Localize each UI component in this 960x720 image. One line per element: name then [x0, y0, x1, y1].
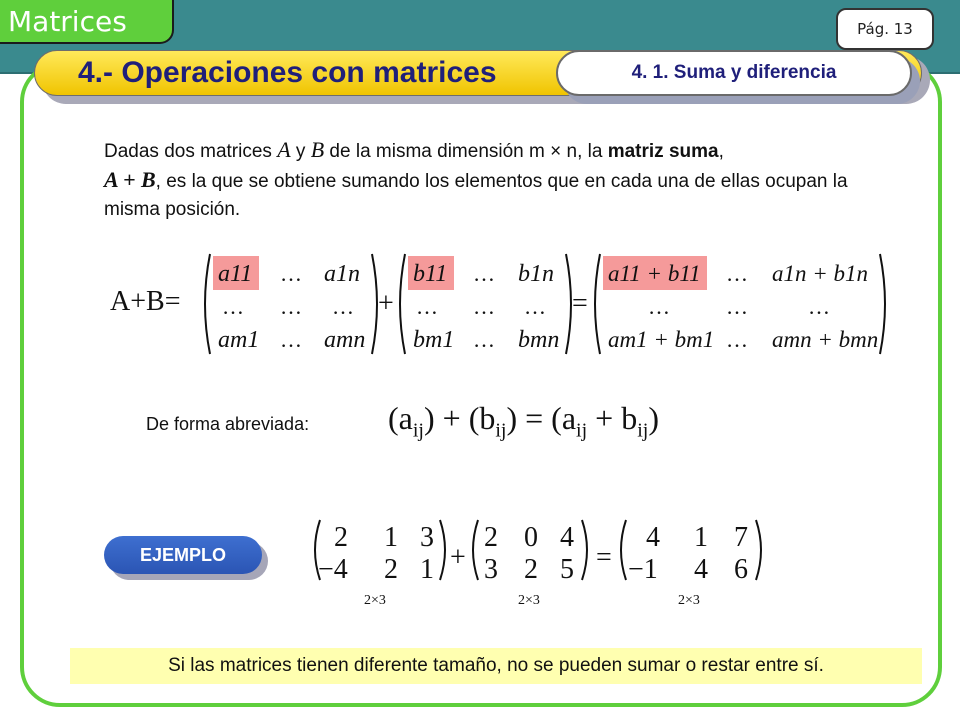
cell-bmn: bmn — [518, 327, 560, 353]
cell: 3 — [420, 522, 434, 553]
cell: 4 — [560, 522, 574, 553]
formula-part: (a — [388, 400, 413, 436]
cell: … — [280, 261, 302, 286]
paren-right — [566, 254, 571, 354]
cell: 5 — [560, 554, 574, 585]
cell: 1 — [420, 554, 434, 585]
cell: … — [726, 261, 748, 286]
cell: 6 — [734, 554, 748, 585]
cell: 2 — [384, 554, 398, 585]
paren-right — [372, 254, 377, 354]
cell: … — [473, 294, 495, 319]
cell-amn-bmn: amn + bmn — [772, 327, 879, 352]
cell-b11: b11 — [413, 261, 448, 287]
plus-sign: + — [378, 288, 394, 319]
formula-part: ) — [648, 400, 659, 436]
paren-left — [621, 520, 626, 580]
dimension-label: 2×3 — [364, 593, 386, 608]
text: y — [290, 141, 311, 162]
example-equation — [306, 516, 786, 610]
cell: 1 — [384, 522, 398, 553]
paren-left — [595, 254, 600, 354]
text: de la misma dimensión m × n, la — [324, 141, 608, 162]
brand-tab: Matrices — [0, 0, 174, 44]
paren-left — [205, 254, 210, 354]
cell: −4 — [318, 554, 348, 585]
note-box: Si las matrices tienen diferente tamaño, no se pueden sumar o restar entre sí. — [70, 648, 922, 684]
cell: … — [808, 294, 830, 319]
paren-right — [440, 520, 445, 580]
sum-symbol: A + B — [104, 167, 156, 192]
paren-right — [756, 520, 761, 580]
cell-bm1: bm1 — [413, 327, 455, 353]
paren-left — [400, 254, 405, 354]
equation-lhs: A+B= — [110, 286, 181, 317]
matrix-symbol-b: B — [310, 137, 325, 162]
subscript: ij — [576, 419, 588, 442]
paren-right — [582, 520, 587, 580]
matrix-symbol-a: A — [277, 137, 291, 162]
general-sum-equation — [110, 248, 900, 360]
cell: … — [332, 294, 354, 319]
cell: 7 — [734, 522, 748, 553]
section-title: 4.- Operaciones con matrices — [78, 56, 497, 89]
cell: 2 — [334, 522, 348, 553]
cell: … — [726, 294, 748, 319]
dimension-label: 2×3 — [518, 593, 540, 608]
cell: 1 — [694, 522, 708, 553]
cell: … — [473, 261, 495, 286]
formula-part: + b — [587, 400, 638, 436]
term-matriz-suma: matriz suma — [607, 141, 719, 162]
paren-left — [473, 520, 478, 580]
cell: … — [473, 327, 495, 352]
text: Dadas dos matrices — [104, 141, 278, 162]
equals-sign: = — [572, 288, 588, 319]
page-number: Pág. 13 — [836, 8, 934, 50]
subsection-tab: 4. 1. Suma y diferencia — [556, 50, 912, 96]
plus-sign: + — [450, 542, 466, 573]
text: , es la que se obtiene sumando los elementos que en cada una de ellas ocupan la misma posición. — [104, 171, 848, 220]
subscript: ij — [495, 419, 507, 442]
dimension-label: 2×3 — [678, 593, 700, 608]
subscript: ij — [412, 419, 424, 442]
cell-am1: am1 — [218, 327, 260, 353]
cell-a11-b11: a11 + b11 — [608, 261, 701, 286]
cell-a11: a11 — [218, 261, 253, 287]
text: , — [718, 141, 724, 162]
paren-right — [880, 254, 885, 354]
equals-sign: = — [596, 542, 612, 573]
cell: … — [416, 294, 438, 319]
cell: … — [280, 294, 302, 319]
cell-b1n: b1n — [518, 261, 554, 287]
cell: … — [726, 327, 748, 352]
subscript: ij — [637, 419, 649, 442]
cell: … — [222, 294, 244, 319]
cell-amn: amn — [324, 327, 366, 353]
cell: 3 — [484, 554, 498, 585]
cell: … — [648, 294, 670, 319]
definition-paragraph — [104, 136, 904, 224]
cell-a1n-b1n: a1n + b1n — [772, 261, 869, 286]
abbreviated-formula — [388, 400, 659, 442]
cell: 4 — [646, 522, 660, 553]
cell: 2 — [484, 522, 498, 553]
example-badge: EJEMPLO — [104, 536, 262, 574]
cell: 0 — [524, 522, 538, 553]
cell: −1 — [628, 554, 658, 585]
cell-a1n: a1n — [324, 261, 360, 287]
cell: 4 — [694, 554, 708, 585]
formula-part: ) + (b — [423, 400, 496, 436]
cell-am1-bm1: am1 + bm1 — [608, 327, 715, 352]
cell: 2 — [524, 554, 538, 585]
cell: … — [524, 294, 546, 319]
abbreviated-label: De forma abreviada: — [146, 414, 310, 434]
formula-part: ) = (a — [506, 400, 577, 436]
cell: … — [280, 327, 302, 352]
